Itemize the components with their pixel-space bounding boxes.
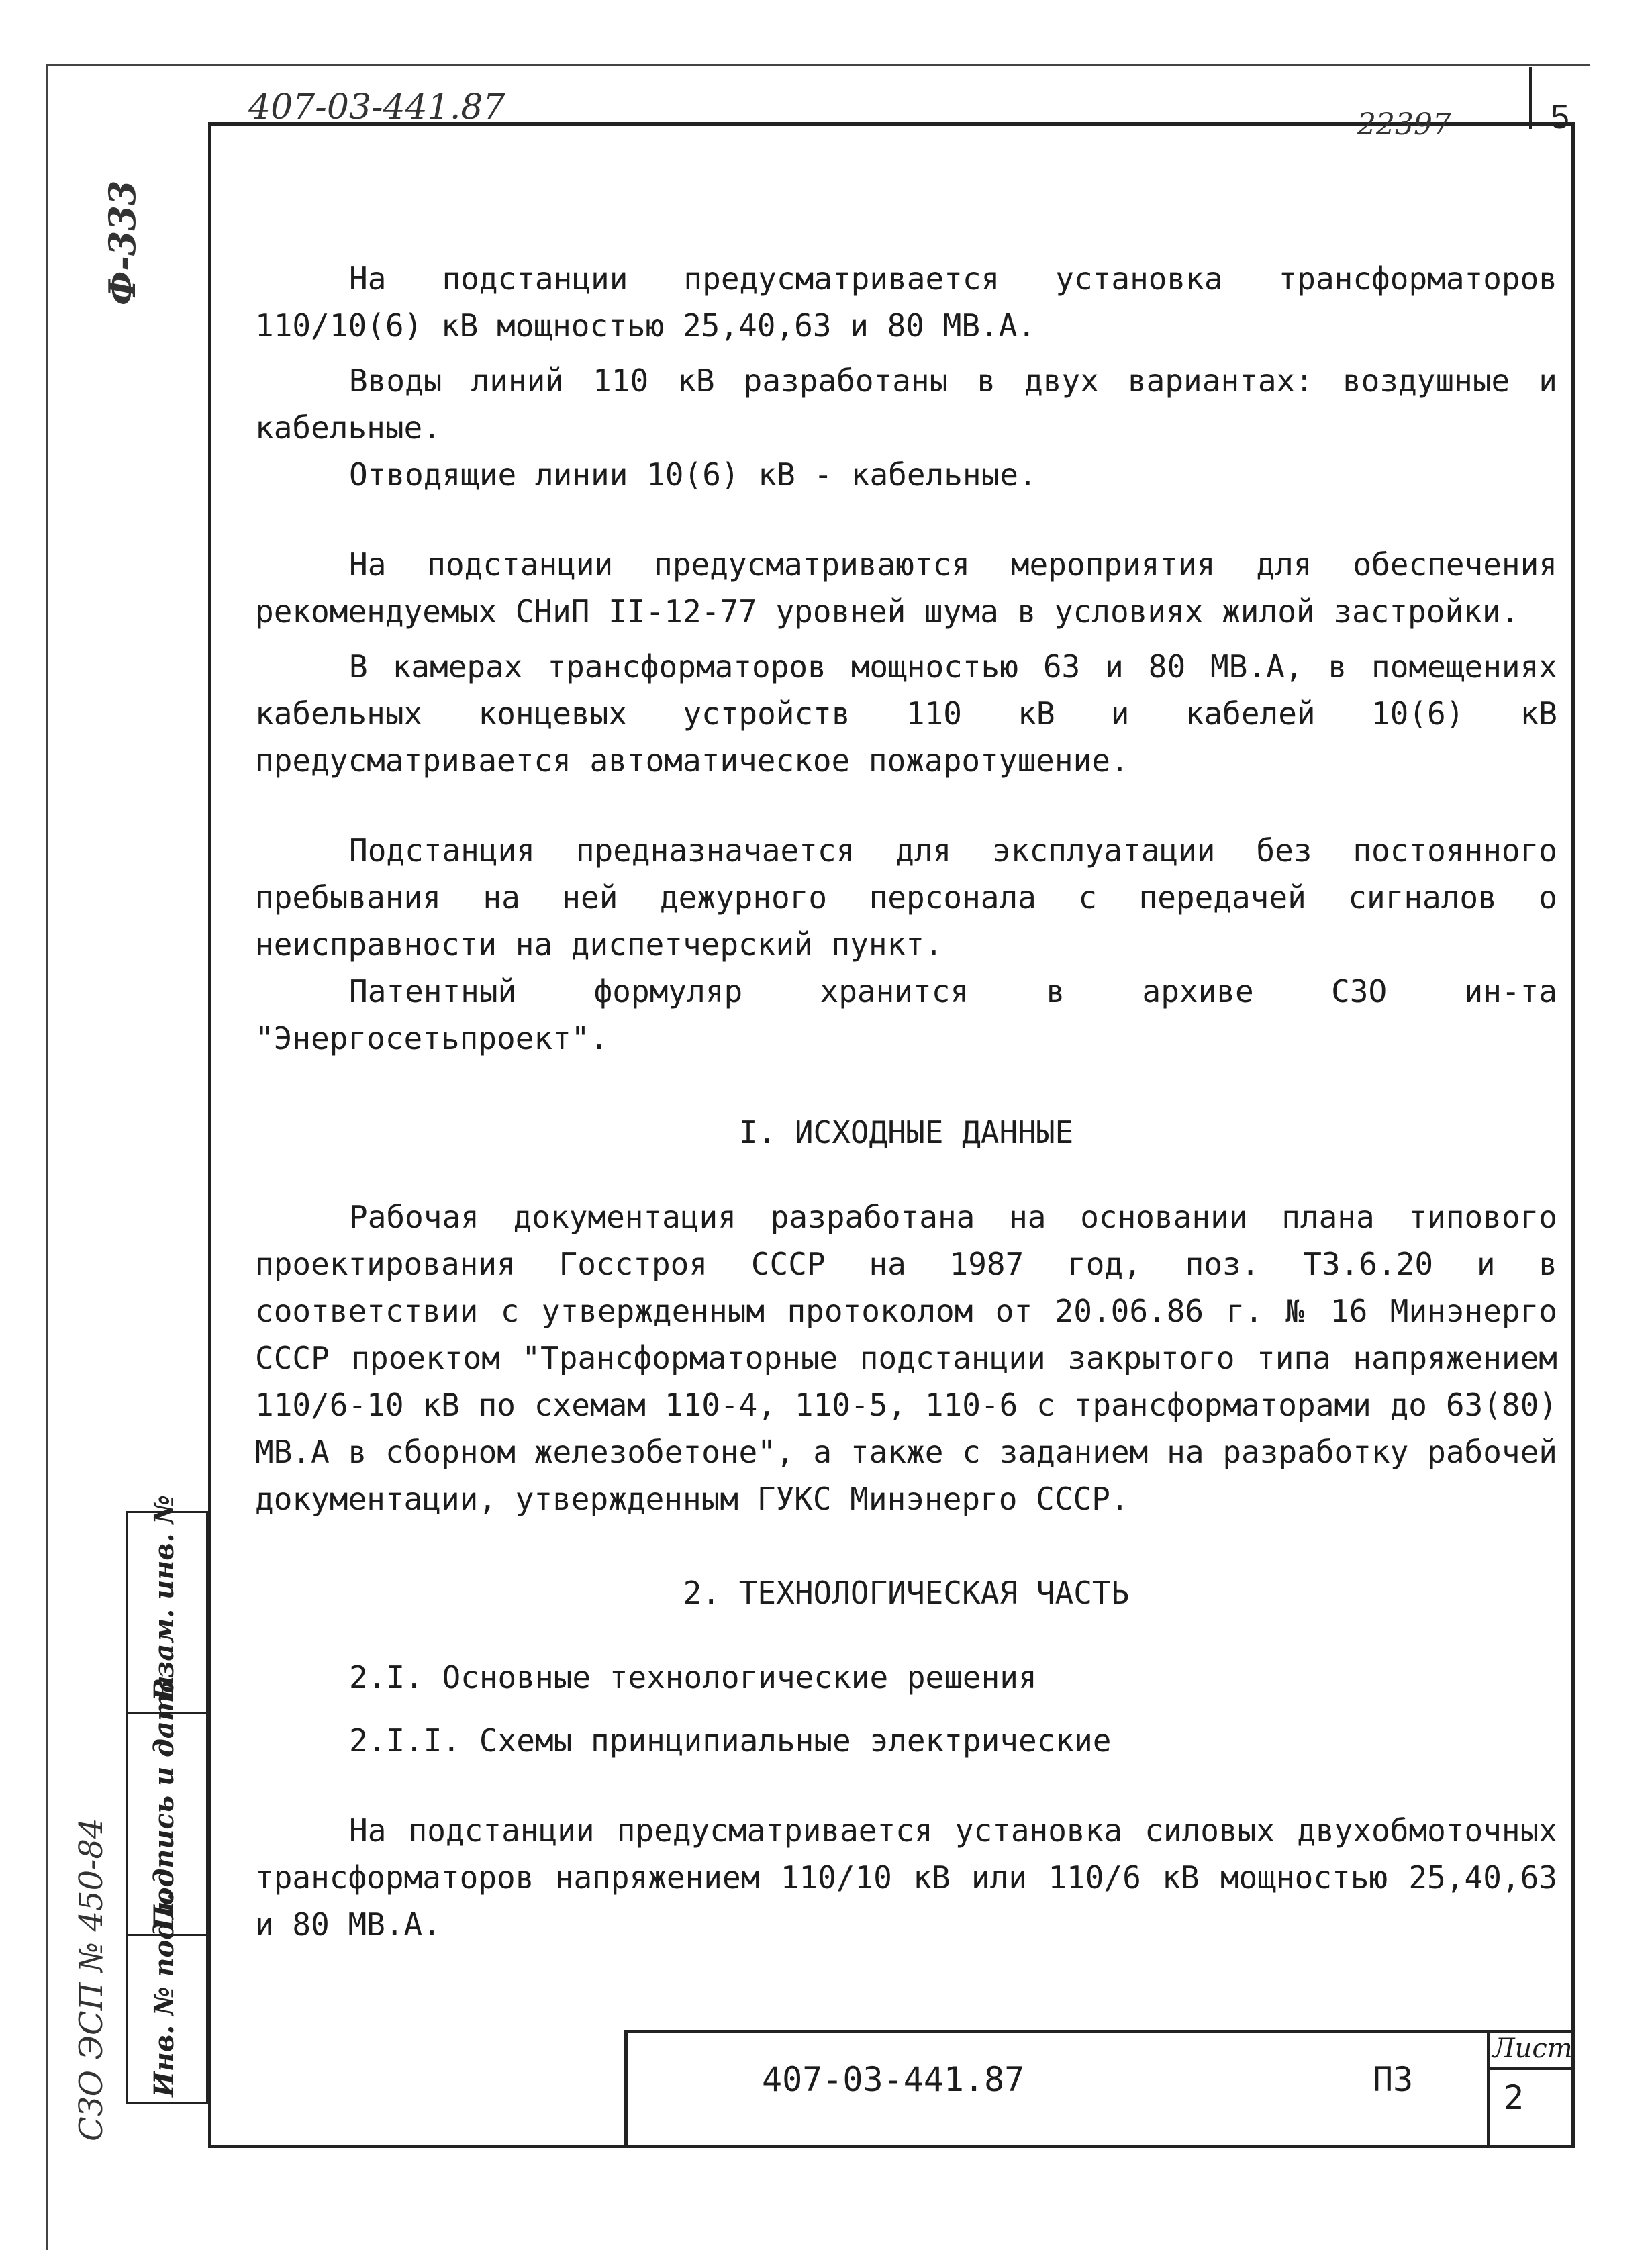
page-number: 5: [1551, 98, 1569, 136]
outer-border-top: [46, 64, 1590, 66]
stamp: Ф-333: [101, 180, 144, 305]
handwritten-code: 407-03-441.87: [248, 87, 505, 128]
sheet-label: Лист: [1490, 2030, 1575, 2070]
page-number-divider: [1529, 67, 1532, 129]
sheet-cell: [1487, 2030, 1575, 2148]
paragraph-patent: Патентный формуляр хранится в архиве СЗО ин-та "Энергосетьпроект".: [255, 973, 1557, 1057]
sheet-number: 2: [1504, 2078, 1524, 2117]
document-body: [255, 255, 1557, 1948]
handwritten-archive-note: СЗО ЭСП № 450-84: [72, 1818, 110, 2141]
paragraph-noise: На подстанции предусматриваются мероприятия для обеспечения рекомендуемых СНиП II-12-77 уровней шума в условиях жилой застройки.: [255, 546, 1557, 630]
title-block: [624, 2030, 1575, 2148]
document-type: ПЗ: [1373, 2060, 1414, 2099]
paragraph-inputs: Вводы линий 110 кВ разработаны в двух вариантах: воздушные и кабельные.: [255, 362, 1557, 446]
section-2-text: На подстанции предусматривается установка силовых двухобмоточных трансформаторов напряжением 110/10 кВ или 110/6 кВ мощностью 25,40,63 и 80 МВ.А.: [255, 1812, 1557, 1943]
paragraph-fire: В камерах трансформаторов мощностью 63 и 80 МВ.А, в помещениях кабельных концевых устройств 110 кВ и кабелей 10(6) кВ предусматривается автоматическое пожаротушение.: [255, 648, 1557, 779]
subsection-2-1: 2.I. Основные технологические решения: [349, 1659, 1037, 1696]
paragraph-transformers: На подстанции предусматривается установка трансформаторов 110/10(6) кВ мощностью 25,40,63 и 80 МВ.А.: [255, 260, 1557, 344]
handwritten-number: 22397: [1357, 107, 1451, 142]
subsection-2-1-1: 2.I.I. Схемы принципиальные электрические: [349, 1722, 1112, 1759]
outer-border-left: [46, 64, 48, 2250]
paragraph-outgoing: Отводящие линии 10(6) кВ - кабельные.: [349, 456, 1037, 493]
document-code: 407-03-441.87: [762, 2060, 1025, 2099]
side-label-inventory: Инв. № подл.: [148, 1892, 180, 2097]
side-stamp-strip: [126, 1495, 208, 2104]
side-label-signature: Подпись и дата: [148, 1675, 180, 1930]
section-heading-2: 2. ТЕХНОЛОГИЧЕСКАЯ ЧАСТЬ: [683, 1575, 1130, 1611]
section-1-text: Рабочая документация разработана на основании плана типового проектирования Госстроя СССР на 1987 год, поз. ТЗ.6.20 и в соответствии с утвержденным протоколом от 20.06.86 г. № 16 Минэнерго СССР проектом "Трансформаторные подстанции закрытого типа напряжением 110/6-10 кВ по схемам 110-4, 110-5, 110-6 с трансформаторами до 63(80) МВ.А в сборном железобетоне", а также с заданием на разработку рабочей документации, утвержденным ГУКС Минэнерго СССР.: [255, 1199, 1557, 1517]
side-label-replacement: Взам. инв. №: [148, 1495, 180, 1701]
side-cell-inventory: [128, 1892, 206, 2102]
paragraph-operation: Подстанция предназначается для эксплуатации без постоянного пребывания на ней дежурного персонала с передачей сигналов о неисправности на диспетчерский пункт.: [255, 832, 1557, 963]
section-heading-1: I. ИСХОДНЫЕ ДАННЫЕ: [738, 1114, 1074, 1151]
